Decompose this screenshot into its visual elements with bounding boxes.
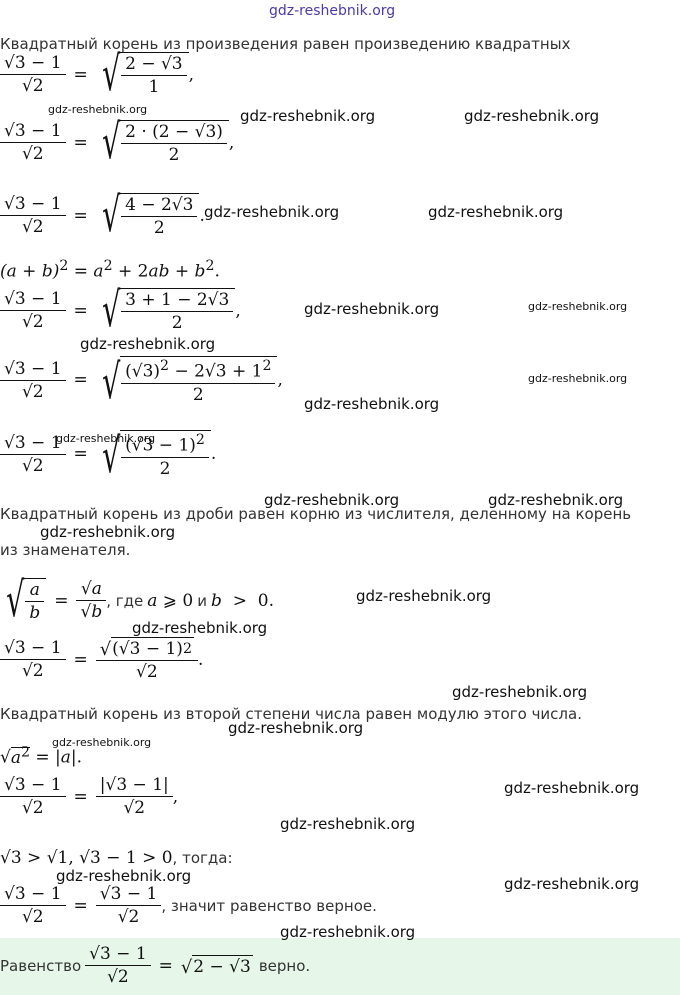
watermark: gdz-reshebnik.org [428,203,564,221]
watermark: gdz-reshebnik.org [264,491,400,509]
watermark: gdz-reshebnik.org [464,107,600,125]
watermark: gdz-reshebnik.org [228,719,364,737]
means-label: , значит равенство верное. [161,896,377,915]
watermark: gdz-reshebnik.org [504,779,640,797]
watermark: gdz-reshebnik.org [356,587,492,605]
equation-8: $\frac{√3 - 1}{√2}$ = $\frac{|√3 - 1|}{√2}$ , [0,775,178,818]
paragraph-fraction-rule-cont: из знаменателя. [0,541,131,559]
where-label: , где [106,591,144,610]
watermark: gdz-reshebnik.org [304,395,440,413]
equation-6: $\frac{√3 - 1}{√2}$ = √ $\frac{(√3 - 1)^2}{2}$ . [0,430,216,479]
final-post-label: верно. [258,956,311,975]
square-identity: $(a + b)^2 = a^2 + 2ab + b^2$. [0,258,220,282]
equation-9: $\frac{√3 - 1}{√2}$ = $\frac{√3 - 1}{√2}$ , значит равенство верное. [0,884,377,927]
watermark: gdz-reshebnik.org [280,923,416,941]
final-conclusion: Равенство $\frac{√3 - 1}{√2}$ = √ 2 − √3 верно. [0,944,311,987]
comparison-line: √3 > √1, √3 − 1 > 0, тогда: [0,848,233,868]
then-label: , тогда: [172,849,233,867]
equation-4: $\frac{√3 - 1}{√2}$ = √ $\frac{3 + 1 - 2√3}{2}$ , [0,288,241,333]
paragraph-modulus-rule: Квадратный корень из второй степени числа равен модулю этого числа. [0,705,582,723]
paragraph-product-rule: Квадратный корень из произведения равен произведению квадратных [0,35,571,53]
watermark-top: gdz-reshebnik.org [269,3,396,19]
and-label: и [197,591,207,610]
equation-5: $\frac{√3 - 1}{√2}$ = √ $\frac{(√3)^2 - 2√3 + 1^2}{2}$ , [0,356,283,405]
watermark: gdz-reshebnik.org [452,683,588,701]
equation-3: $\frac{√3 - 1}{√2}$ = √ $\frac{4 - 2√3}{2}$ . [0,193,205,238]
watermark: gdz-reshebnik.org [48,103,148,116]
watermark: gdz-reshebnik.org [304,300,440,318]
watermark: gdz-reshebnik.org [280,815,416,833]
equation-2: $\frac{√3 - 1}{√2}$ = √ $\frac{2 \cdot (2 - √3)}{2}$ , [0,120,234,165]
modulus-identity: $√a^2 = |a|$. [0,744,83,768]
equation-7: $\frac{√3 - 1}{√2}$ = √ (√3 − 1) 2 √2 . [0,637,203,682]
watermark: gdz-reshebnik.org [528,300,628,313]
paragraph-fraction-rule: Квадратный корень из дроби равен корню из числителя, деленному на корень [0,505,632,523]
watermark: gdz-reshebnik.org [52,736,152,749]
fraction-root-rule: √ $\frac{a}{b}$ = $\frac{√a}{√b}$ , где a ⩾ 0 и b > 0. [6,573,274,629]
watermark: gdz-reshebnik.org [56,432,156,445]
final-pre-label: Равенство [0,956,82,975]
watermark: gdz-reshebnik.org [488,491,624,509]
watermark: gdz-reshebnik.org [204,203,340,221]
equation-1: $\frac{√3 - 1}{√2}$ = √ $\frac{2 - √3}{1}$ , [0,52,194,97]
watermark: gdz-reshebnik.org [132,619,268,637]
watermark: gdz-reshebnik.org [504,875,640,893]
watermark: gdz-reshebnik.org [528,372,628,385]
watermark: gdz-reshebnik.org [240,107,376,125]
watermark: gdz-reshebnik.org [56,867,192,885]
watermark: gdz-reshebnik.org [40,523,176,541]
watermark: gdz-reshebnik.org [80,335,216,353]
